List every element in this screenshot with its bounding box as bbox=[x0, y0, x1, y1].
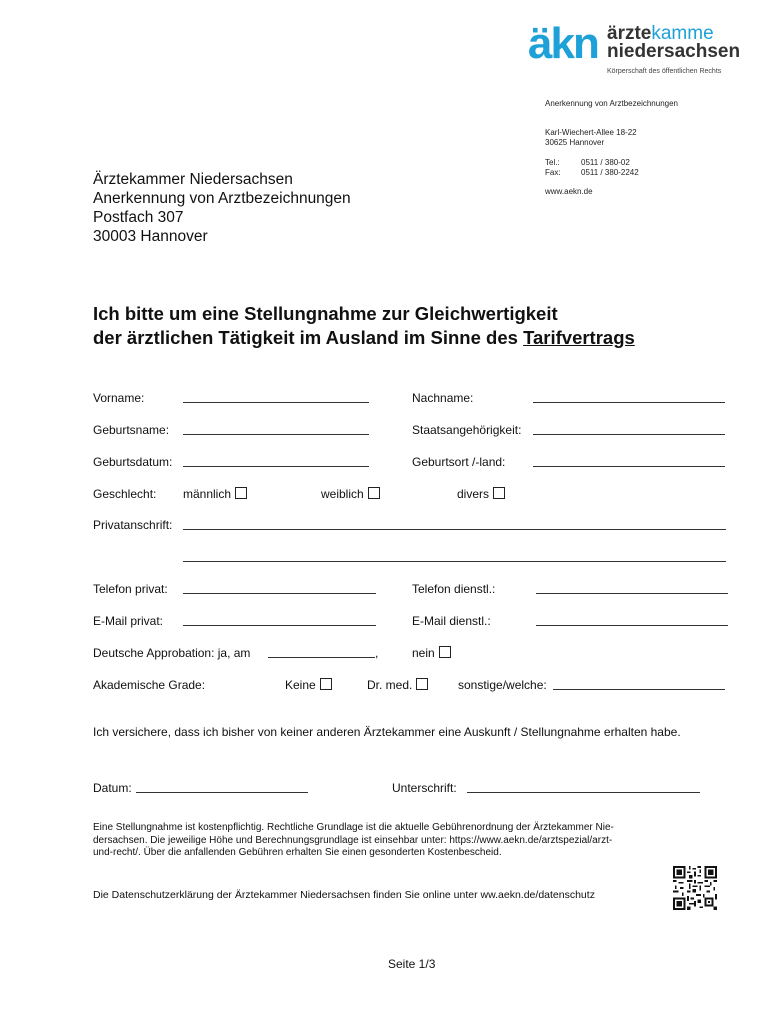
staatsangehoerigkeit-field[interactable] bbox=[533, 422, 725, 435]
vorname-label: Vorname: bbox=[93, 391, 145, 405]
logo-text-line2: niedersachsen bbox=[607, 41, 741, 62]
option-weiblich[interactable]: weiblich bbox=[321, 487, 380, 501]
nein-checkbox[interactable] bbox=[439, 646, 451, 658]
unterschrift-field[interactable] bbox=[467, 780, 700, 793]
keine-checkbox[interactable] bbox=[320, 678, 332, 690]
approbation-label: Deutsche Approbation: ja, am bbox=[93, 646, 251, 660]
fee-line1: Eine Stellungnahme ist kostenpflichtig. Rechtliche Grundlage ist die aktuelle Gebührenordnung der Ärztekammer Nie- bbox=[93, 822, 614, 833]
approbation-comma: , bbox=[375, 646, 379, 660]
page-number: Seite 1/3 bbox=[388, 957, 436, 971]
email-dienstl-field[interactable] bbox=[536, 613, 728, 626]
telefon-dienstl-field[interactable] bbox=[536, 581, 728, 594]
title-line1: Ich bitte um eine Stellungnahme zur Gleichwertigkeit bbox=[93, 303, 558, 324]
telefon-privat-field[interactable] bbox=[183, 581, 376, 594]
geburtsname-field[interactable] bbox=[183, 422, 369, 435]
privacy-notice: Die Datenschutzerklärung der Ärztekammer Niedersachsen finden Sie online unter ww.aekn.de/datenschutz bbox=[93, 889, 595, 901]
dr-med-checkbox[interactable] bbox=[416, 678, 428, 690]
sonstige-label: sonstige/welche: bbox=[458, 678, 547, 692]
email-dienstl-label: E-Mail dienstl.: bbox=[412, 614, 491, 628]
title-line2: der ärztlichen Tätigkeit im Ausland im Sinne des Tarifvertrags bbox=[93, 327, 635, 348]
maennlich-checkbox[interactable] bbox=[235, 487, 247, 499]
privatanschrift-field-2[interactable] bbox=[183, 549, 726, 562]
geburtsname-label: Geburtsname: bbox=[93, 423, 170, 437]
geschlecht-label: Geschlecht: bbox=[93, 487, 157, 501]
email-privat-field[interactable] bbox=[183, 613, 376, 626]
sender-tel-label: Tel.: bbox=[545, 158, 560, 167]
sonstige-field[interactable] bbox=[553, 677, 725, 690]
geburtsort-label: Geburtsort /-land: bbox=[412, 455, 506, 469]
sender-department: Anerkennung von Arztbezeichnungen bbox=[545, 99, 678, 108]
datum-field[interactable] bbox=[136, 780, 308, 793]
logo-subtitle: Körperschaft des öffentlichen Rechts bbox=[607, 68, 722, 75]
telefon-privat-label: Telefon privat: bbox=[93, 582, 168, 596]
privatanschrift-label: Privatanschrift: bbox=[93, 518, 173, 532]
email-privat-label: E-Mail privat: bbox=[93, 614, 164, 628]
nachname-label: Nachname: bbox=[412, 391, 474, 405]
nachname-field[interactable] bbox=[533, 390, 725, 403]
divers-checkbox[interactable] bbox=[493, 487, 505, 499]
declaration-text: Ich versichere, dass ich bisher von keiner anderen Ärztekammer eine Auskunft / Stellungnahme erhalten habe. bbox=[93, 725, 681, 739]
option-keine[interactable]: Keine bbox=[285, 678, 332, 692]
vorname-field[interactable] bbox=[183, 390, 369, 403]
grade-label: Akademische Grade: bbox=[93, 678, 206, 692]
option-dr-med[interactable]: Dr. med. bbox=[367, 678, 428, 692]
staatsangehoerigkeit-label: Staatsangehörigkeit: bbox=[412, 423, 522, 437]
recipient-line3: Postfach 307 bbox=[93, 209, 184, 226]
recipient-line1: Ärztekammer Niedersachsen bbox=[93, 171, 293, 188]
unterschrift-label: Unterschrift: bbox=[392, 781, 457, 795]
sender-street: Karl-Wiechert-Allee 18-22 bbox=[545, 128, 637, 137]
geburtsdatum-field[interactable] bbox=[183, 454, 369, 467]
sender-city: 30625 Hannover bbox=[545, 138, 605, 147]
fee-line3: und-recht/. Über die anfallenden Gebühren erhalten Sie einen gesonderten Kostenbescheid. bbox=[93, 847, 502, 858]
datum-label: Datum: bbox=[93, 781, 132, 795]
weiblich-checkbox[interactable] bbox=[368, 487, 380, 499]
document-title bbox=[93, 302, 635, 350]
fee-paragraph bbox=[93, 822, 725, 860]
qr-code-icon bbox=[673, 866, 717, 910]
option-maennlich[interactable]: männlich bbox=[183, 487, 247, 501]
logo-mark: äkn bbox=[528, 19, 598, 68]
recipient-address bbox=[93, 170, 351, 246]
recipient-line4: 30003 Hannover bbox=[93, 228, 208, 245]
privatanschrift-field-1[interactable] bbox=[183, 517, 726, 530]
recipient-line2: Anerkennung von Arztbezeichnungen bbox=[93, 190, 351, 207]
sender-website: www.aekn.de bbox=[545, 187, 593, 196]
sender-fax-label: Fax: bbox=[545, 168, 561, 177]
geburtsort-field[interactable] bbox=[533, 454, 725, 467]
sender-fax-value: 0511 / 380-2242 bbox=[581, 168, 639, 177]
option-nein[interactable]: nein bbox=[412, 646, 451, 660]
telefon-dienstl-label: Telefon dienstl.: bbox=[412, 582, 496, 596]
fee-line2: dersachsen. Die jeweilige Höhe und Berechnungsgrundlage ist einsehbar unter: https://www.aekn.de/arztspezial/arzt- bbox=[93, 834, 613, 846]
approbation-date-field[interactable] bbox=[268, 645, 375, 658]
logo-text-line1: ärztekamme bbox=[607, 23, 714, 44]
sender-tel-value: 0511 / 380-02 bbox=[581, 158, 630, 167]
geburtsdatum-label: Geburtsdatum: bbox=[93, 455, 173, 469]
option-divers[interactable]: divers bbox=[457, 487, 505, 501]
